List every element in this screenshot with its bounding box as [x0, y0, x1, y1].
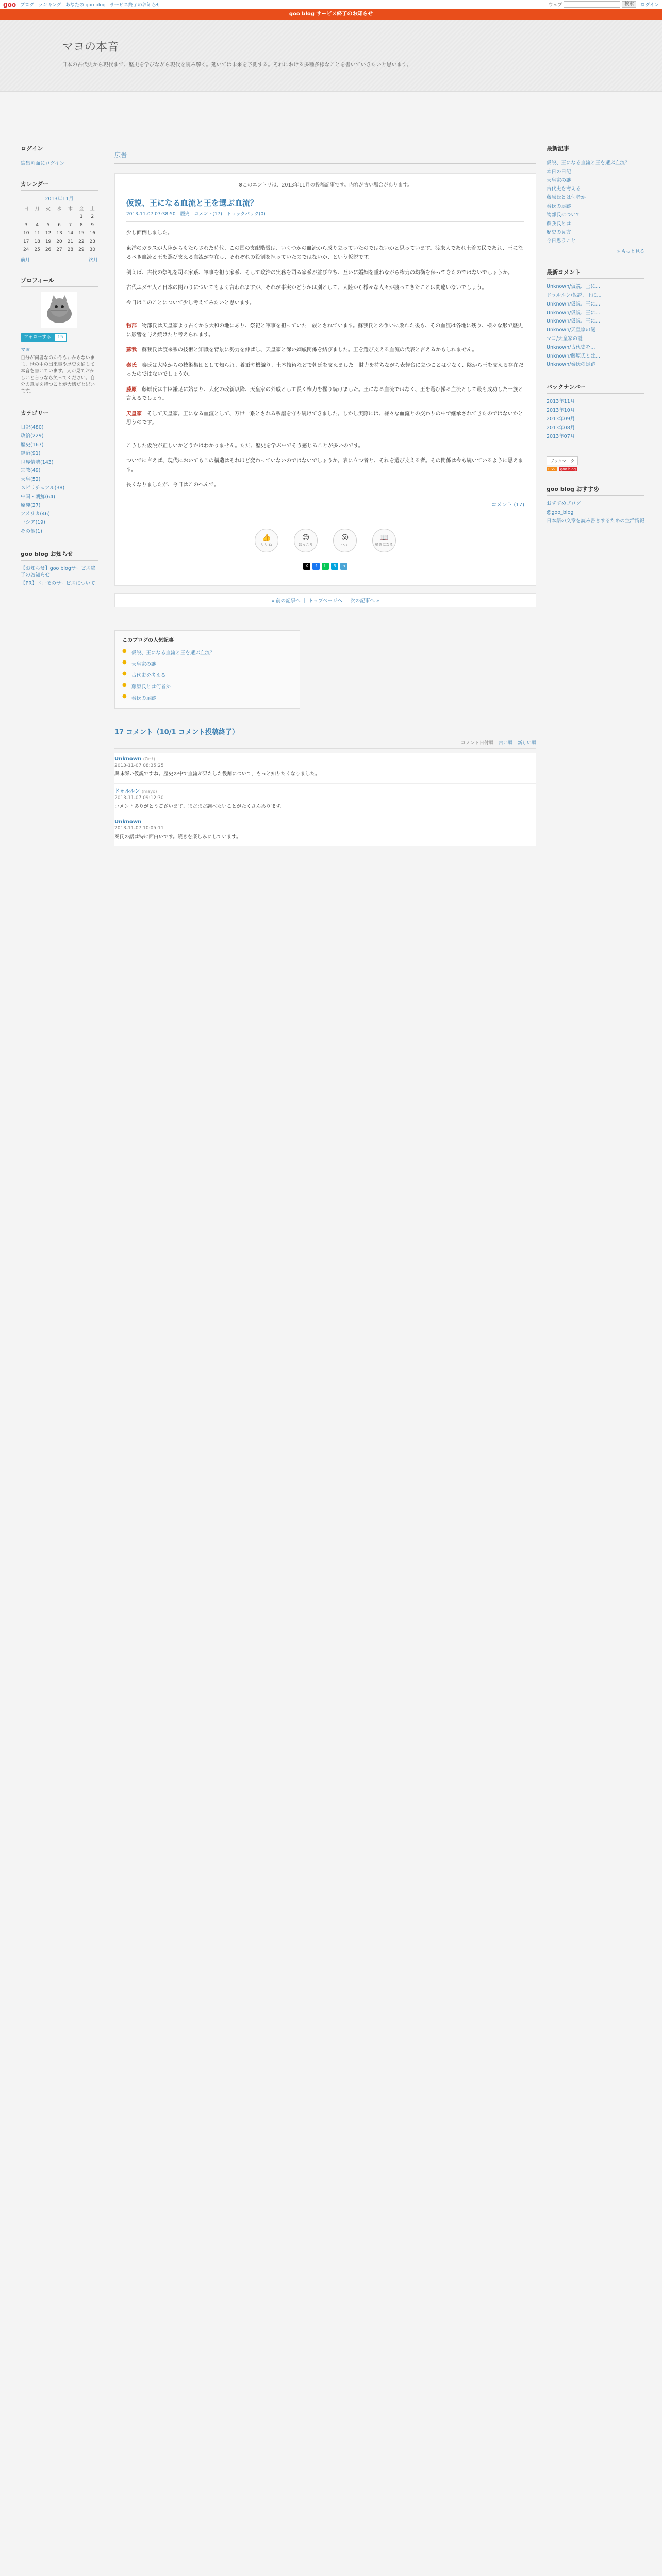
paragraph-heading: 秦氏: [126, 362, 137, 368]
calendar-week: [21, 229, 98, 238]
goo-nav: [20, 1, 160, 8]
recent-post-item[interactable]: 蘇我氏とは: [547, 221, 571, 227]
recent-post-item[interactable]: 歴史の見方: [547, 229, 571, 235]
paragraph-heading: 蘇我: [126, 347, 137, 353]
ad-divider: [114, 163, 536, 164]
popular-item[interactable]: ● 古代史を考える: [122, 669, 292, 681]
recent-comment-item[interactable]: Unknown/仮説、王に...: [547, 318, 600, 325]
comment-item: [114, 784, 536, 816]
recent-post-item[interactable]: 古代史を考える: [547, 186, 581, 192]
reaction-label: ほっこり: [299, 542, 313, 547]
calendar-day[interactable]: 4: [36, 223, 39, 228]
post-comments-count[interactable]: コメント(17): [194, 212, 222, 217]
category-item[interactable]: 宗教(49): [21, 468, 41, 474]
calendar-heading: カレンダー: [21, 180, 98, 191]
share-buttons: [126, 563, 524, 570]
profile-name[interactable]: マヨ: [21, 347, 31, 353]
comment-text: コメントありがとうございます。まだまだ調べたいことがたくさんあります。: [114, 803, 285, 809]
calendar-day[interactable]: 2: [91, 214, 94, 219]
profile-text: 自分が何者なのか今もわからないまま、世の中の出来事や歴史を通して本音を書いています。人が見ておかしいと言うなら笑ってください。自分の意見を持つことが大切だと思います。: [21, 355, 95, 395]
post-meta: [126, 210, 524, 222]
calendar-day[interactable]: 7: [69, 223, 72, 228]
calendar-day[interactable]: 3: [24, 223, 28, 228]
post-paragraph: 少し面倒しました。: [126, 230, 173, 236]
backnumber-item[interactable]: 2013年07月: [547, 433, 575, 439]
note-share-icon[interactable]: n: [340, 563, 347, 570]
calendar-nav: [21, 256, 98, 263]
backnumber-item[interactable]: 2013年11月: [547, 399, 575, 405]
popular-item[interactable]: ● 藤原氏とは何者か: [122, 681, 292, 692]
reactions: [126, 529, 524, 552]
recent-heading: 最新記事: [547, 144, 644, 155]
calendar-day[interactable]: 15: [78, 231, 85, 236]
recent-comment-item[interactable]: Unknown/藤原氏とは...: [547, 353, 600, 359]
calendar-day: [43, 213, 54, 221]
post-paragraph: ついでに言えば、現代においてもこの構造はそれほど変わっていないのではないでしょうか。表に立つ者と、それを選び支える者。その関係は今も続いているように思えます。: [126, 458, 523, 473]
comment-author-id: (mayo): [141, 788, 157, 794]
calendar-weekday: 木: [68, 207, 73, 212]
recent-post-item[interactable]: 天皇家の謎: [547, 177, 571, 183]
recent-comment-item[interactable]: Unknown/古代史を...: [547, 344, 595, 350]
recent-list: [547, 159, 644, 246]
calendar-day[interactable]: 17: [23, 239, 29, 244]
post-paragraph: 天皇家 そして天皇家。王になる血流として、万世一系とされる系譜を守り続けてきました。しかし実際には、様々な血流との交わりの中で継承されてきたのではないかと思うのです。: [126, 411, 523, 426]
popular-item[interactable]: ● 仮説、王になる血流と王を選ぶ血流？: [122, 647, 292, 658]
reaction-icon: 😊: [302, 533, 310, 542]
calendar-day[interactable]: 22: [78, 239, 85, 244]
sort-label: コメント日付順: [460, 740, 493, 746]
profile-heading: プロフィール: [21, 276, 98, 287]
follow-count: 15: [54, 333, 66, 342]
calendar-weekday: 日: [24, 207, 29, 212]
category-item[interactable]: 天皇(52): [21, 477, 41, 483]
comment-author[interactable]: Unknown: [114, 819, 142, 825]
search-input[interactable]: [564, 1, 620, 8]
recent-comments-heading: 最新コメント: [547, 268, 644, 279]
paragraph-heading: 天皇家: [126, 411, 142, 417]
comment-list: [114, 753, 536, 847]
goo-notice-item[interactable]: 【お知らせ】goo blogサービス終了のお知らせ: [21, 565, 96, 578]
post-navigation[interactable]: « 前の記事へ ｜ トップページへ ｜ 次の記事へ »: [114, 593, 536, 607]
post-paragraph: 秦氏 秦氏は大陸からの技術集団として知られ、養蚕や機織り、土木技術などで朝廷を支えました。財力を持ちながら表舞台に立つことは少なく、陰から王を支える存在だったのではないでしょうか。: [126, 362, 524, 378]
reaction-button[interactable]: [294, 529, 318, 552]
edit-login-link[interactable]: 編集画面にログイン: [21, 161, 65, 166]
recent-comment-item[interactable]: Unknown/天皇家の謎: [547, 327, 595, 333]
right-sidebar: [547, 144, 644, 539]
post-trackback[interactable]: トラックバック(0): [226, 212, 266, 217]
recent-post-item[interactable]: 秦氏の足跡: [547, 204, 571, 210]
comment-sort: [114, 739, 536, 749]
post-body: [126, 229, 524, 490]
calendar-week: [21, 213, 98, 221]
recommend-item[interactable]: @goo_blog: [547, 510, 574, 516]
calendar-next[interactable]: 次月: [88, 258, 98, 263]
nav-your-blog[interactable]: あなたの goo blog: [65, 3, 106, 8]
main-content: [114, 144, 536, 846]
category-item[interactable]: 歴史(167): [21, 442, 44, 448]
category-list: [21, 423, 98, 536]
calendar-day[interactable]: 13: [56, 231, 62, 236]
post-paragraph: 物部 物部氏は天皇家より古くから大和の地にあり、祭祀と軍事を担っていた一族とされています。蘇我氏との争いに敗れた後も、その血流は各地に残り、様々な形で歴史に影響を与え続けたと考えられます。: [126, 323, 523, 338]
recent-post-item[interactable]: 藤原氏とは何者か: [547, 195, 586, 201]
post-paragraph: 例えば、古代の祭祀を司る家系、軍事を担う家系、そして政治の実務を司る家系が並び立ち、互いに婚姻を重ねながら権力の均衡を保ってきたのではないでしょうか。: [126, 269, 513, 276]
line-share-icon[interactable]: L: [322, 563, 329, 570]
post-paragraph: 今日はこのことについて少し考えてみたいと思います。: [126, 300, 255, 306]
blog-description: 日本の古代史から現代まで、歴史を学びながら現代を読み解く。延いては未来を予測する。それにおける多種多様なことを書いていきたいと思います。: [62, 62, 412, 68]
calendar-day[interactable]: 16: [89, 231, 95, 236]
more-link[interactable]: » もっと見る: [617, 249, 644, 255]
service-notice[interactable]: goo blog サービス終了のお知らせ: [0, 9, 662, 20]
goo-notice-list: [21, 565, 98, 588]
calendar-day[interactable]: 26: [45, 247, 52, 252]
comment-item: [114, 816, 536, 846]
reaction-label: いいね: [261, 542, 272, 547]
post-paragraph: 蘇我 蘇我氏は渡来系の技術と知識を背景に勢力を伸ばし、天皇家と深い姻戚関係を結びました。王を選び支える血流の代表と言えるかもしれません。: [126, 347, 477, 353]
calendar-day[interactable]: 29: [78, 247, 85, 252]
follow-button[interactable]: [21, 333, 74, 342]
recent-comment-item[interactable]: マヨ/天皇家の謎: [547, 336, 583, 342]
recommend-item[interactable]: 日本語の文章を読み書きするための生活情報: [547, 518, 645, 524]
calendar-day[interactable]: 23: [89, 239, 95, 244]
reaction-button[interactable]: [333, 529, 357, 552]
comment-link[interactable]: コメント (17): [491, 502, 524, 508]
category-heading: カテゴリー: [21, 409, 98, 419]
calendar-weekday: 土: [90, 207, 95, 212]
calendar-day[interactable]: 19: [45, 239, 52, 244]
category-item[interactable]: 日記(480): [21, 425, 44, 431]
x-share-icon[interactable]: X: [303, 563, 310, 570]
recommend-item[interactable]: おすすめブログ: [547, 501, 581, 507]
calendar-day[interactable]: 24: [23, 247, 29, 252]
backnumber-item[interactable]: 2013年08月: [547, 425, 575, 431]
recent-post-item[interactable]: 物部氏について: [547, 212, 581, 218]
post-paragraph: 東洋のガラスが大陸からもたらされた時代、この国の支配階級は、いくつかの血流から成り立っていたのではないかと思っています。渡来人であれ土着の民であれ、王になるべき血流と王を選び支える血流が存在し、それぞれの役割を担っていたのではないか、という仮説です。: [126, 245, 523, 261]
facebook-share-icon[interactable]: f: [312, 563, 320, 570]
login-heading: ログイン: [21, 144, 98, 155]
calendar-day: [54, 213, 64, 221]
rss-box: [547, 454, 644, 471]
sort-oldest[interactable]: 古い順: [498, 740, 512, 746]
calendar-day[interactable]: 9: [91, 223, 94, 228]
recent-comment-item[interactable]: Unknown/仮説、王に...: [547, 284, 600, 290]
reaction-icon: 📖: [379, 533, 389, 542]
calendar-day[interactable]: 28: [67, 247, 74, 252]
left-sidebar: [21, 144, 98, 602]
post-info-note: ※このエントリは、2013年11月の投稿記事です。内容が古い場合があります。: [238, 182, 412, 188]
popular-posts: [114, 630, 300, 709]
login-link[interactable]: ログイン: [640, 3, 659, 8]
rss-icon[interactable]: RSS: [547, 467, 557, 471]
popular-list: [122, 647, 292, 703]
post-category[interactable]: 歴史: [180, 212, 190, 217]
comments-section: [114, 726, 536, 847]
blog-post: [114, 173, 536, 586]
recent-comment-item[interactable]: Unknown/秦氏の足跡: [547, 362, 595, 368]
calendar-day[interactable]: 11: [34, 231, 40, 236]
post-title[interactable]: 仮説、王になる血流と王を選ぶ血流？: [126, 198, 258, 208]
nav-service-end[interactable]: サービス終了のお知らせ: [109, 3, 161, 8]
recommend-heading: goo blog おすすめ: [547, 485, 644, 496]
calendar-day[interactable]: 21: [67, 239, 74, 244]
calendar-day[interactable]: 10: [23, 231, 29, 236]
popular-item[interactable]: ● 天皇家の謎: [122, 658, 292, 669]
post-date: 2013-11-07 07:38:50: [126, 212, 176, 217]
nav-ranking[interactable]: ランキング: [38, 3, 61, 8]
calendar-day: [21, 213, 31, 221]
recent-post-item[interactable]: 本日の日記: [547, 168, 571, 175]
backnumber-list: [547, 398, 644, 441]
profile-box: [21, 276, 98, 395]
reaction-button[interactable]: [372, 529, 396, 552]
search-button[interactable]: 検索: [622, 1, 636, 8]
recent-comment-item[interactable]: Unknown/仮説、王に...: [547, 310, 600, 316]
reaction-icon: 😮: [341, 533, 349, 542]
paragraph-heading: 物部: [126, 323, 137, 329]
calendar-day[interactable]: 5: [46, 223, 50, 228]
calendar: [21, 195, 98, 254]
backnumber-item[interactable]: 2013年10月: [547, 408, 575, 414]
backnumber-item[interactable]: 2013年09月: [547, 416, 575, 422]
goo-logo[interactable]: goo: [3, 1, 16, 8]
recent-post-item[interactable]: 今日思うこと: [547, 238, 576, 244]
calendar-week: [21, 238, 98, 246]
calendar-day[interactable]: 20: [56, 239, 62, 244]
comment-item: [114, 753, 536, 784]
goo-search: [549, 1, 637, 8]
popular-item[interactable]: ● 秦氏の足跡: [122, 692, 292, 703]
comment-author[interactable]: ドゥルルン (mayo): [114, 788, 157, 794]
post-paragraph: 藤原 藤原氏は中臣鎌足に始まり、大化の改新以降、天皇家の外戚として長く権力を握り続けました。王になる血流ではなく、王を選び操る血流として最も成功した一族と言えるでしょう。: [126, 386, 523, 402]
comment-date: 2013-11-07 08:35:25: [114, 762, 164, 768]
avatar: [41, 292, 77, 328]
calendar-day[interactable]: 30: [89, 247, 95, 252]
comment-date: 2013-11-07 10:05:11: [114, 826, 164, 832]
post-paragraph: こうした仮説が正しいかどうかはわかりません。ただ、歴史を学ぶ中でそう感じることが多いのです。: [126, 443, 363, 449]
category-item[interactable]: アメリカ(46): [21, 511, 50, 517]
calendar-weekday: 水: [57, 207, 62, 212]
calendar-weekday: 月: [35, 207, 40, 212]
calendar-day[interactable]: 6: [58, 223, 61, 228]
recommend-box: [547, 485, 644, 526]
calendar-day[interactable]: 1: [79, 214, 83, 219]
recent-comment-item[interactable]: ドゥルルン/仮説、王に...: [547, 292, 602, 298]
popular-heading: このブログの人気記事: [122, 637, 174, 643]
calendar-day: [31, 213, 42, 221]
calendar-day[interactable]: 25: [34, 247, 40, 252]
calendar-weekday: 金: [79, 207, 84, 212]
calendar-month: 2013年11月: [45, 196, 74, 202]
calendar-week: [21, 246, 98, 254]
category-item[interactable]: 中国・朝鮮(64): [21, 494, 56, 500]
search-scope[interactable]: ウェブ: [548, 3, 562, 8]
sort-newest[interactable]: 新しい順: [517, 740, 536, 746]
rss-badges: [547, 467, 644, 471]
category-item[interactable]: ロシア(19): [21, 520, 46, 526]
goo-blog-badge[interactable]: goo blog: [559, 467, 577, 471]
bookmark-button[interactable]: ブックマーク: [547, 456, 578, 465]
paragraph-heading: 藤原: [126, 386, 137, 393]
category-item[interactable]: 経済(91): [21, 450, 41, 456]
calendar-week: [21, 221, 98, 229]
reaction-icon: 👍: [262, 533, 271, 542]
comment-text: 秦氏の話は特に面白いです。続きを楽しみにしています。: [114, 834, 241, 840]
recent-comments-box: [547, 268, 644, 369]
calendar-box: [21, 180, 98, 263]
category-item[interactable]: その他(1): [21, 529, 42, 535]
comment-author[interactable]: Unknown (ｱｶｰﾄ): [114, 756, 155, 762]
category-item[interactable]: 世界情勢(143): [21, 459, 54, 465]
comment-date: 2013-11-07 09:12:30: [114, 795, 164, 801]
nav-blog[interactable]: ブログ: [20, 3, 35, 8]
calendar-day: [65, 213, 76, 221]
category-item[interactable]: スピリチュアル(38): [21, 485, 65, 491]
recent-comments-list: [547, 283, 644, 369]
post-paragraph: 長くなりましたが、今日はこのへんで。: [126, 482, 219, 488]
reaction-label: 勉強になる: [375, 542, 393, 547]
goo-top-bar: [0, 0, 662, 9]
backnumber-heading: バックナンバー: [547, 383, 644, 394]
goo-notice-item[interactable]: 【PR】ドコモのサービスについて: [21, 581, 95, 587]
comments-heading: 17 コメント（10/1 コメント投稿終了）: [114, 728, 239, 736]
calendar-day[interactable]: 18: [34, 239, 40, 244]
category-box: [21, 409, 98, 536]
comment-author-id: (ｱｶｰﾄ): [143, 756, 155, 761]
calendar-prev[interactable]: 前月: [21, 258, 30, 263]
recommend-list: [547, 500, 644, 526]
calendar-day[interactable]: 12: [45, 231, 52, 236]
blog-title[interactable]: マヨの本音: [62, 41, 119, 54]
category-item[interactable]: 政治(229): [21, 433, 44, 439]
blog-header: [0, 20, 662, 92]
hatena-share-icon[interactable]: B: [331, 563, 338, 570]
recent-posts-box: [547, 144, 644, 255]
backnumber-box: [547, 383, 644, 441]
calendar-day[interactable]: 14: [67, 231, 74, 236]
recent-comment-item[interactable]: Unknown/仮説、王に...: [547, 301, 600, 307]
follow-label: フォローする: [21, 333, 54, 342]
category-item[interactable]: 原発(27): [21, 502, 41, 509]
login-box: [21, 144, 98, 166]
post-paragraph: 古代ユダヤ人と日本の関わりについてもよく言われますが、それが事実かどうかは別として、大陸から様々な人々が渡ってきたことは間違いないでしょう。: [126, 285, 487, 291]
ad-label: 広告: [114, 151, 127, 159]
goo-notice-box: [21, 550, 98, 588]
comment-text: 興味深い仮説ですね。歴史の中で血流が果たした役割について、もっと知りたくなりました。: [114, 771, 320, 777]
calendar-day[interactable]: 8: [79, 223, 83, 228]
calendar-day[interactable]: 27: [56, 247, 62, 252]
recent-post-item[interactable]: 仮説、王になる血流と王を選ぶ血流？: [547, 160, 630, 166]
reaction-button[interactable]: [255, 529, 278, 552]
calendar-weekday: 火: [46, 207, 51, 212]
goo-notice-heading: goo blog お知らせ: [21, 550, 98, 561]
reaction-label: へぇ: [341, 542, 349, 547]
